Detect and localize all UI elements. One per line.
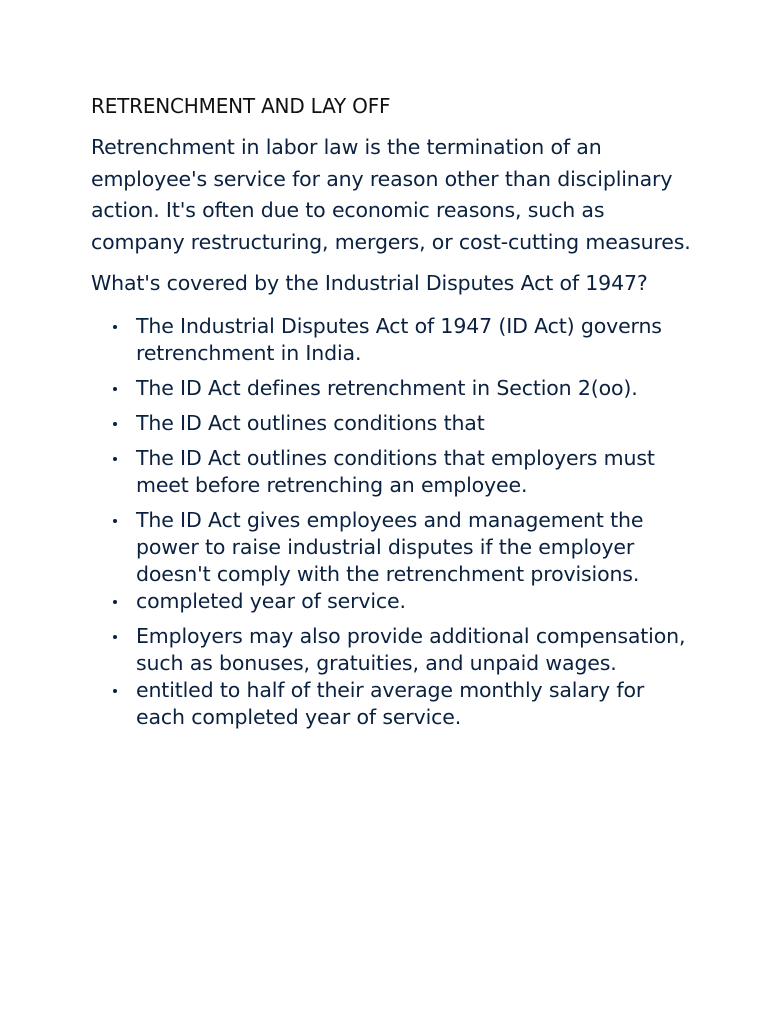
list-item-text: The ID Act outlines conditions that employers must meet before retrenching an employee.: [136, 445, 655, 497]
bullet-icon: [113, 519, 117, 523]
list-item: [91, 375, 691, 402]
intro-paragraph: Retrenchment in labor law is the termination of an employee's service for any reason other than disciplinary action. It's often due to economic reasons, such as company restructuring, mergers, or cost-cutting measures.: [91, 135, 691, 254]
list-item: [91, 677, 691, 731]
bullet-list: [91, 313, 691, 731]
bullet-icon: [113, 387, 117, 391]
document-title: RETRENCHMENT AND LAY OFF: [91, 94, 391, 118]
list-item: [91, 507, 691, 588]
bullet-icon: [113, 422, 117, 426]
list-item-text: completed year of service.: [136, 588, 406, 613]
question-heading: What's covered by the Industrial Disputes Act of 1947?: [91, 271, 648, 295]
list-item: [91, 588, 691, 615]
bullet-icon: [113, 635, 117, 639]
list-item: [91, 410, 691, 437]
list-item-text: The ID Act defines retrenchment in Section 2(oo).: [136, 375, 638, 400]
list-item-text: Employers may also provide additional compensation, such as bonuses, gratuities, and unpaid wages.: [136, 623, 686, 675]
bullet-icon: [113, 689, 117, 693]
bullet-icon: [113, 457, 117, 461]
list-item: [91, 313, 691, 367]
bullet-icon: [113, 600, 117, 604]
bullet-icon: [113, 325, 117, 329]
list-item-text: The ID Act gives employees and management the power to raise industrial disputes if the employer doesn't comply with the retrenchment provisions.: [136, 507, 644, 586]
list-item-text: The ID Act outlines conditions that: [136, 410, 485, 435]
document-page: [91, 92, 691, 731]
list-item-text: The Industrial Disputes Act of 1947 (ID Act) governs retrenchment in India.: [136, 313, 662, 365]
list-item: [91, 445, 691, 499]
list-item: [91, 623, 691, 677]
list-item-text: entitled to half of their average monthly salary for each completed year of service.: [136, 677, 645, 729]
